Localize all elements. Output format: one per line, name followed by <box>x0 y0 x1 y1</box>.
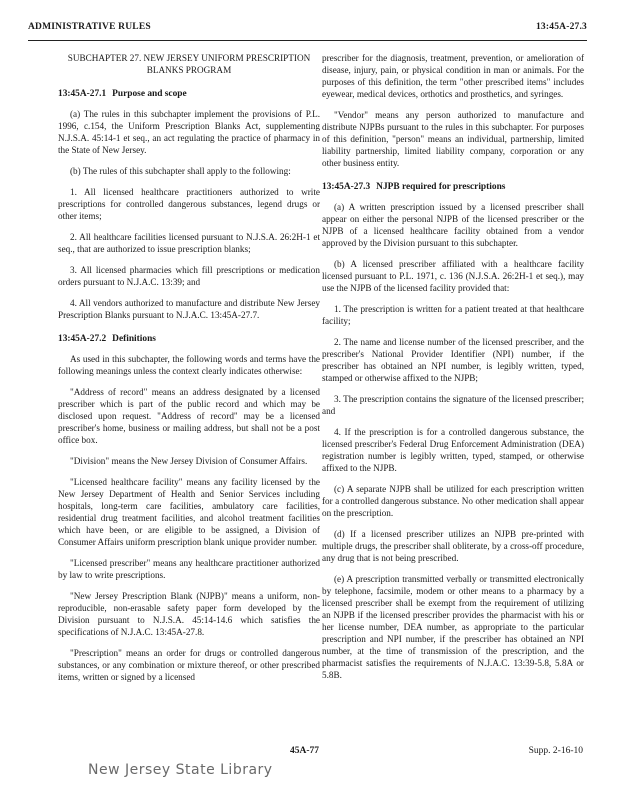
paragraph: (b) The rules of this subchapter shall apply to the following: <box>70 166 291 176</box>
section-number: 13:45A-27.1 <box>58 89 107 99</box>
paragraph: 3. The prescription contains the signature of the licensed prescriber; and <box>322 394 584 416</box>
paragraph: "Address of record" means an address designated by a licensed prescriber which is part of the public record and which may be disclosed upon request. "Address of record" may be a licensed prescriber's home, business or mailing address, but shall not be a post office box. <box>58 387 320 445</box>
paragraph: 4. If the prescription is for a controlled dangerous substance, the licensed prescriber's Federal Drug Enforcement Administration (DEA) registration number is legibly written, typed, stamped, or otherwise affixed to the NJPB. <box>322 427 584 473</box>
paragraph: 1. The prescription is written for a patient treated at that healthcare facility; <box>322 304 584 326</box>
paragraph: 2. The name and license number of the licensed prescriber, and the prescriber's National Provider Identifier (NPI) number, if the prescriber has obtained an NPI number, is legibly written, typed, stamped or otherwise affixed to the NJPB; <box>322 337 584 383</box>
paragraph: (a) A written prescription issued by a licensed prescriber shall appear on either the personal NJPB of the licensed prescriber or the NJPB of a licensed healthcare facility obtained from a vendor approved by the Division pursuant to this subchapter. <box>322 202 584 248</box>
running-header <box>28 22 587 38</box>
paragraph: prescriber for the diagnosis, treatment, prevention, or amelioration of disease, injury, pain, or physical condition in man or animals. For the purposes of this definition, the term "other prescribed items" includes eyewear, medical devices, orthotics and prosthetics, and syringes. <box>322 53 584 99</box>
left-column <box>58 52 320 692</box>
section-heading-27-2 <box>58 333 320 345</box>
header-right: 13:45A-27.3 <box>535 22 587 32</box>
page-number: 45A-77 <box>290 746 320 756</box>
supplement-date: Supp. 2-16-10 <box>528 746 583 756</box>
paragraph: 1. All licensed healthcare practitioners authorized to write prescriptions for controlled dangerous substances, legend drugs or other items; <box>58 187 320 221</box>
paragraph: "Division" means the New Jersey Division of Consumer Affairs. <box>70 456 308 466</box>
paragraph: (c) A separate NJPB shall be utilized for each prescription written for a controlled dangerous substance. No other medication shall appear on the prescription. <box>322 484 584 518</box>
paragraph: "Vendor" means any person authorized to manufacture and distribute NJPBs pursuant to the rules in this subchapter. For purposes of this definition, "person" means an individual, partnership, limited liability partnership, limited liability company, corporation or any other business entity. <box>322 110 584 168</box>
paragraph: (a) The rules in this subchapter implement the provisions of P.L. 1996, c.154, the Uniform Prescription Blanks Act, supplementing N.J.S.A. 45:14-1 et seq., an act regulating the practice of pharmacy in the State of New Jersey. <box>58 109 320 155</box>
paragraph: 3. All licensed pharmacies which fill prescriptions or medication orders pursuant to N.J.A.C. 13:39; and <box>58 265 320 287</box>
paragraph: "Licensed prescriber" means any healthcare practitioner authorized by law to write prescriptions. <box>58 558 320 580</box>
paragraph: 2. All healthcare facilities licensed pursuant to N.J.S.A. 26:2H-1 et seq., that are authorized to issue prescription blanks; <box>58 232 320 254</box>
section-title: NJPB required for prescriptions <box>376 182 506 192</box>
section-title: Definitions <box>112 334 156 344</box>
paragraph: 4. All vendors authorized to manufacture and distribute New Jersey Prescription Blanks pursuant to N.J.A.C. 13:45A-27.7. <box>58 298 320 320</box>
section-number: 13:45A-27.2 <box>58 334 107 344</box>
section-title: Purpose and scope <box>112 89 187 99</box>
paragraph: (e) A prescription transmitted verbally or transmitted electronically by telephone, facsimile, modem or other means to a pharmacy by a licensed prescriber shall be exempt from the requirement of utilizing an NJPB if the licensed prescriber provides the pharmacist with his or her license number, DEA number, as appropriate to the particular prescription and NPI number, if the prescriber has obtained an NPI number, at the time of transmission of the prescription, and the pharmacist satisfies the requirements of N.J.A.C. 13:39-5.8, 5.8A or 5.8B. <box>322 574 584 680</box>
paragraph: (d) If a licensed prescriber utilizes an NJPB pre-printed with multiple drugs, the prescriber shall obliterate, by a cross-off procedure, any drug that is not being prescribed. <box>322 529 584 563</box>
paragraph: As used in this subchapter, the following words and terms have the following meanings unless the context clearly indicates otherwise: <box>58 354 320 376</box>
paragraph: "Licensed healthcare facility" means any facility licensed by the New Jersey Department of Health and Senior Services including hospitals, long-term care facilities, ambulatory care facilities, residential drug treatment facilities, and alcohol treatment facilities which have been, or are eligible to be assigned, a Division of Consumer Affairs uniform prescription blank unique provider number. <box>58 477 320 547</box>
library-stamp: New Jersey State Library <box>88 762 273 778</box>
right-column <box>322 52 584 690</box>
paragraph: "New Jersey Prescription Blank (NJPB)" means a uniform, non-reproducible, non-erasable safety paper form developed by the Division pursuant to N.J.S.A. 45:14-14.6 which satisfies the specifications of N.J.A.C. 13:45A-27.8. <box>58 591 320 637</box>
section-heading-27-3 <box>322 181 584 193</box>
subchapter-title: SUBCHAPTER 27. NEW JERSEY UNIFORM PRESCRIPTION BLANKS PROGRAM <box>67 53 311 75</box>
paragraph: "Prescription" means an order for drugs or controlled dangerous substances, or any combination or mixture thereof, or other prescribed items, written or signed by a licensed <box>58 648 320 682</box>
header-rule <box>28 40 587 41</box>
paragraph: (b) A licensed prescriber affiliated with a healthcare facility licensed pursuant to P.L. 1971, c. 136 (N.J.S.A. 26:2H-1 et seq.), may use the NJPB of the licensed facility provided that: <box>322 259 584 293</box>
section-number: 13:45A-27.3 <box>322 182 371 192</box>
header-left: ADMINISTRATIVE RULES <box>28 22 151 32</box>
section-heading-27-1 <box>58 88 320 100</box>
